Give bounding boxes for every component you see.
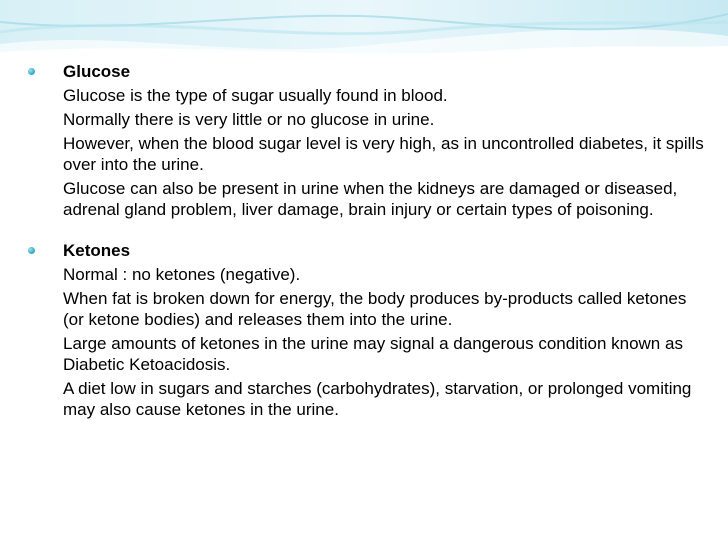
glucose-paragraph: However, when the blood sugar level is very high, as in uncontrolled diabetes, it spills over into the urine. <box>63 134 704 174</box>
ketones-paragraph: Normal : no ketones (negative). <box>63 265 301 284</box>
glucose-section <box>28 62 708 220</box>
ketones-paragraph: Large amounts of ketones in the urine may signal a dangerous condition known as Diabetic Ketoacidosis. <box>63 334 683 374</box>
bullet-icon <box>28 68 35 75</box>
wave-banner <box>0 0 728 62</box>
ketones-heading: Ketones <box>63 241 131 260</box>
glucose-paragraph: Glucose is the type of sugar usually found in blood. <box>63 86 448 105</box>
ketones-heading-row <box>28 241 708 261</box>
ketones-section <box>28 241 708 420</box>
glucose-heading-row <box>28 62 708 82</box>
slide-content <box>28 62 708 420</box>
ketones-paragraph: When fat is broken down for energy, the body produces by-products called ketones (or ketone bodies) and releases them into the urine. <box>63 289 687 329</box>
ketones-paragraph: A diet low in sugars and starches (carbohydrates), starvation, or prolonged vomiting may also cause ketones in the urine. <box>63 379 692 419</box>
glucose-heading: Glucose <box>63 62 131 81</box>
bullet-icon <box>28 247 35 254</box>
glucose-paragraph: Normally there is very little or no glucose in urine. <box>63 110 435 129</box>
glucose-paragraph: Glucose can also be present in urine when the kidneys are damaged or diseased, adrenal gland problem, liver damage, brain injury or certain types of poisoning. <box>63 179 678 219</box>
